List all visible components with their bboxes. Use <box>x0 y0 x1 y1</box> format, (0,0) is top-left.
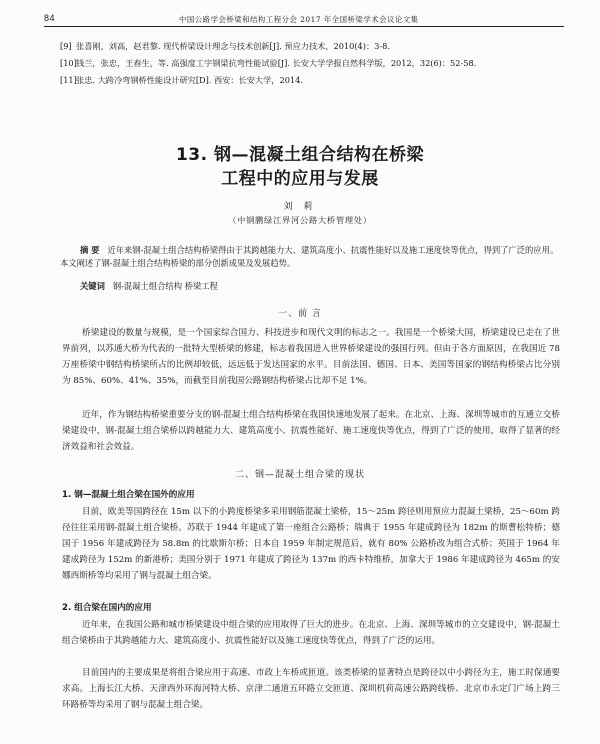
title-line-1: 13. 钢—混凝土组合结构在桥梁 <box>175 145 425 165</box>
affiliation: （中钢鹏绿江界河公路大桥管理处） <box>228 215 372 225</box>
reference-number: [10] <box>60 58 77 68</box>
abstract <box>60 244 560 270</box>
keywords-text: 钢-混凝土组合结构 桥梁工程 <box>112 281 218 291</box>
intro-paragraph-2: 近年，作为钢结构桥梁重要分支的钢-混凝土组合结构桥梁在我国快速地发展了起来。在北京、上海、深圳等城市的互通立交桥梁建设中，钢-混凝土组合梁桥以跨越能力大、建筑高度小、抗震性能好、施工速度快等优点，得到了广泛的使用，取得了显著的经济效益和社会效益。 <box>62 410 560 452</box>
reference-number: [9] <box>60 41 72 51</box>
reference-item <box>60 74 560 87</box>
running-header <box>44 10 564 27</box>
reference-text: 钱兰，张忠，王春生，等. 高强度工字钢梁抗弯性能试验[J]. 长安大学学报自然科学版，2012，32(6)：52-58. <box>76 58 477 68</box>
reference-text: 张喜刚，刘高，赵君黎. 现代桥梁设计理念与技术创新[J]. 预应力技术，2010(4)：3-8. <box>76 41 390 51</box>
subsection-heading-domestic: 2. 组合梁在国内的应用 <box>62 603 152 613</box>
abstract-label: 摘 要 <box>80 245 100 255</box>
page-number: 84 <box>44 13 56 23</box>
reference-item <box>60 40 560 53</box>
subsection-heading-abroad: 1. 钢—混凝土组合梁在国外的应用 <box>62 490 195 500</box>
domestic-paragraph-1: 近年来，在我国公路和城市桥梁建设中组合梁的应用取得了巨大的进步。在北京、上海、深圳等城市的立交建设中，钢-混凝土组合梁桥由于其跨越能力大、建筑高度小、抗震性能好以及施工速度快等优点，得到了广泛的运用。 <box>62 620 560 646</box>
reference-list <box>60 40 560 87</box>
section-heading-intro: 一、前 言 <box>278 309 322 319</box>
intro-paragraph-1: 桥梁建设的数量与规模，是一个国家综合国力、科技进步和现代文明的标志之一。我国是一个桥梁大国，桥梁建设已走在了世界前列，以苏通大桥为代表的一批特大型桥梁的修建，标志着我国进入世界桥梁建设的强国行列。但由于各方面原因，在我国近 78 万座桥梁中钢结构桥梁所占的比例却较低，远远低于发达国家的水平。目前法国、德国、日本、美国等国家的钢结构桥梁占比分别为 85%、60%、41%、35%，而截至目前我国公路钢结构桥梁占比却不足 1%。 <box>62 328 560 386</box>
title-line-2: 工程中的应用与发展 <box>221 169 379 189</box>
abroad-paragraph: 目前，欧美等国跨径在 15m 以下的小跨度桥梁多采用钢筋混凝土梁桥，15～25m 跨径则用预应力混凝土梁桥，25～60m 跨径往往采用钢-混凝土组合梁桥。苏联于 1944 年建成了第一座组合公路桥；瑞典于 1955 年建成跨径为 182m 的斯曹松特桥；德国于 1956 年建成跨径为 58.8m 的比歇斯尔桥；日本自 1959 年制定规范后，就有 80% 公路桥改为组合式桥；英国于 1964 年建成跨径为 152m 的新港桥；美国分别于 1971 年建成了跨径为 137m 的西卡特维桥，加拿大于 1986 年建成跨径为 465m 的安娜西斯桥等均采用了钢与混凝土组合梁。 <box>62 507 560 581</box>
reference-item <box>60 57 560 70</box>
article-title <box>0 143 600 191</box>
running-title: 中国公路学会桥梁和结构工程分会 2017 年全国桥梁学术会议论文集 <box>179 15 419 24</box>
keywords-label: 关键词 <box>80 281 105 291</box>
abstract-text: 近年来钢-混凝土组合结构桥梁得由于其跨越能力大、建筑高度小、抗震性能好以及施工速度快等优点，得到了广泛的应用。本文阐述了钢-混凝土组合结构桥梁的部分创新成果及发展趋势。 <box>60 245 559 268</box>
author: 刘 莉 <box>283 202 317 212</box>
section-heading-status: 二、钢—混凝土组合梁的现状 <box>234 470 365 480</box>
keywords <box>80 280 218 292</box>
reference-number: [11] <box>60 75 77 85</box>
reference-text: 张忠. 大跨冷弯钢桥性能设计研究[D]. 西安：长安大学，2014. <box>76 75 303 85</box>
domestic-paragraph-2: 目前国内的主要成果是将组合梁应用于高速、市政上车桥或匝道。该类桥梁的显著特点是跨径以中小跨径为主，施工时保通要求高。上海长江大桥、天津西外环海河特大桥、京津二通道五环路立交匝道、深圳机荷高速公路跨线桥、北京市永定门广场上跨三环路桥等均采用了钢与混凝土组合梁。 <box>62 668 560 710</box>
